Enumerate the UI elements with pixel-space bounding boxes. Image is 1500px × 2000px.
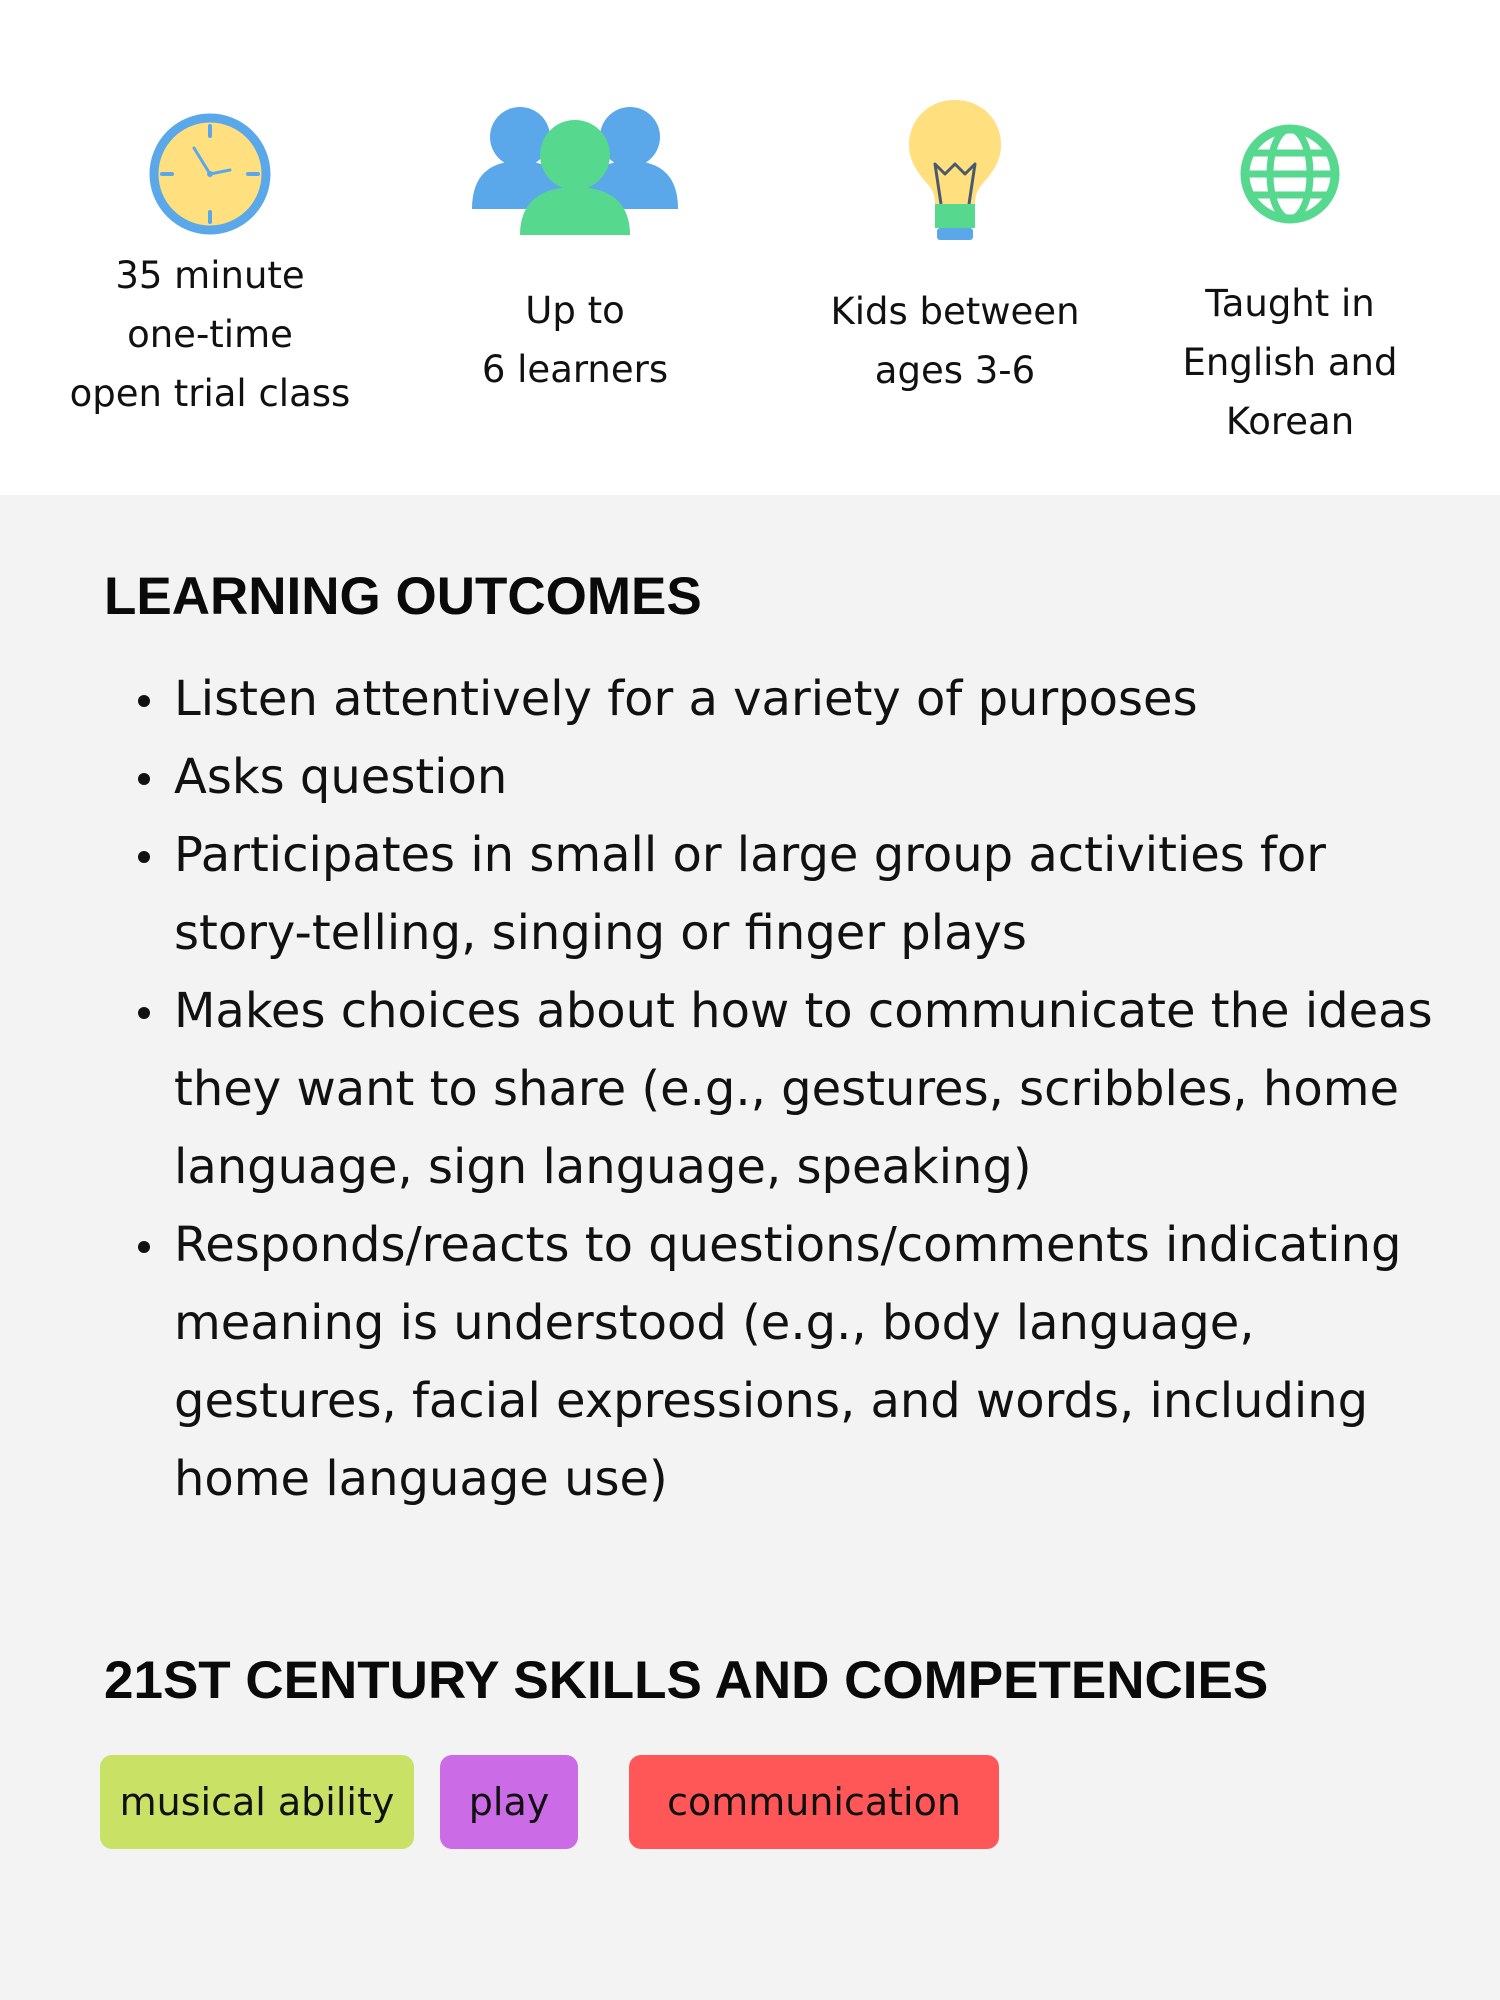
- feature-class-size-line-1: Up to: [525, 289, 625, 332]
- outcome-item: Listen attentively for a variety of purposes: [136, 660, 1466, 738]
- feature-duration-line-2: one-time: [127, 313, 293, 356]
- learning-outcomes-list: [136, 660, 1466, 1518]
- feature-language-line-2: English and: [1182, 341, 1398, 384]
- skill-tag-label: communication: [667, 1780, 961, 1824]
- feature-duration: [60, 112, 360, 423]
- feature-language: [1150, 122, 1430, 451]
- feature-class-size: [430, 105, 720, 399]
- globe-icon: [1238, 122, 1342, 226]
- feature-duration-line-3: open trial class: [69, 372, 351, 415]
- outcome-item: Participates in small or large group activities for story-telling, singing or finger plays: [136, 816, 1466, 972]
- outcome-item: Makes choices about how to communicate the ideas they want to share (e.g., gestures, scribbles, home language, sign language, speaking): [136, 972, 1466, 1206]
- skill-tag-label: play: [468, 1780, 550, 1824]
- outcome-item: Asks question: [136, 738, 1466, 816]
- feature-class-size-line-2: 6 learners: [481, 348, 669, 391]
- feature-age-range: [810, 98, 1100, 400]
- features-panel: [0, 0, 1500, 495]
- skill-tag-musical-ability: [100, 1755, 414, 1849]
- group-icon: [470, 105, 680, 235]
- skill-tag-communication: [629, 1755, 999, 1849]
- lightbulb-icon: [905, 98, 1005, 246]
- clock-icon: [148, 112, 272, 236]
- feature-age-range-line-2: ages 3-6: [874, 349, 1036, 392]
- feature-language-line-1: Taught in: [1205, 282, 1375, 325]
- learning-outcomes-heading: LEARNING OUTCOMES: [104, 567, 702, 626]
- feature-age-range-line-1: Kids between: [830, 290, 1080, 333]
- outcome-item: Responds/reacts to questions/comments indicating meaning is understood (e.g., body language, gestures, facial expressions, and words, including home language use): [136, 1206, 1466, 1518]
- feature-language-line-3: Korean: [1225, 400, 1355, 443]
- skill-tag-play: [440, 1755, 578, 1849]
- feature-duration-line-1: 35 minute: [115, 254, 305, 297]
- skill-tag-label: musical ability: [119, 1780, 395, 1824]
- skills-heading: 21ST CENTURY SKILLS AND COMPETENCIES: [104, 1651, 1269, 1710]
